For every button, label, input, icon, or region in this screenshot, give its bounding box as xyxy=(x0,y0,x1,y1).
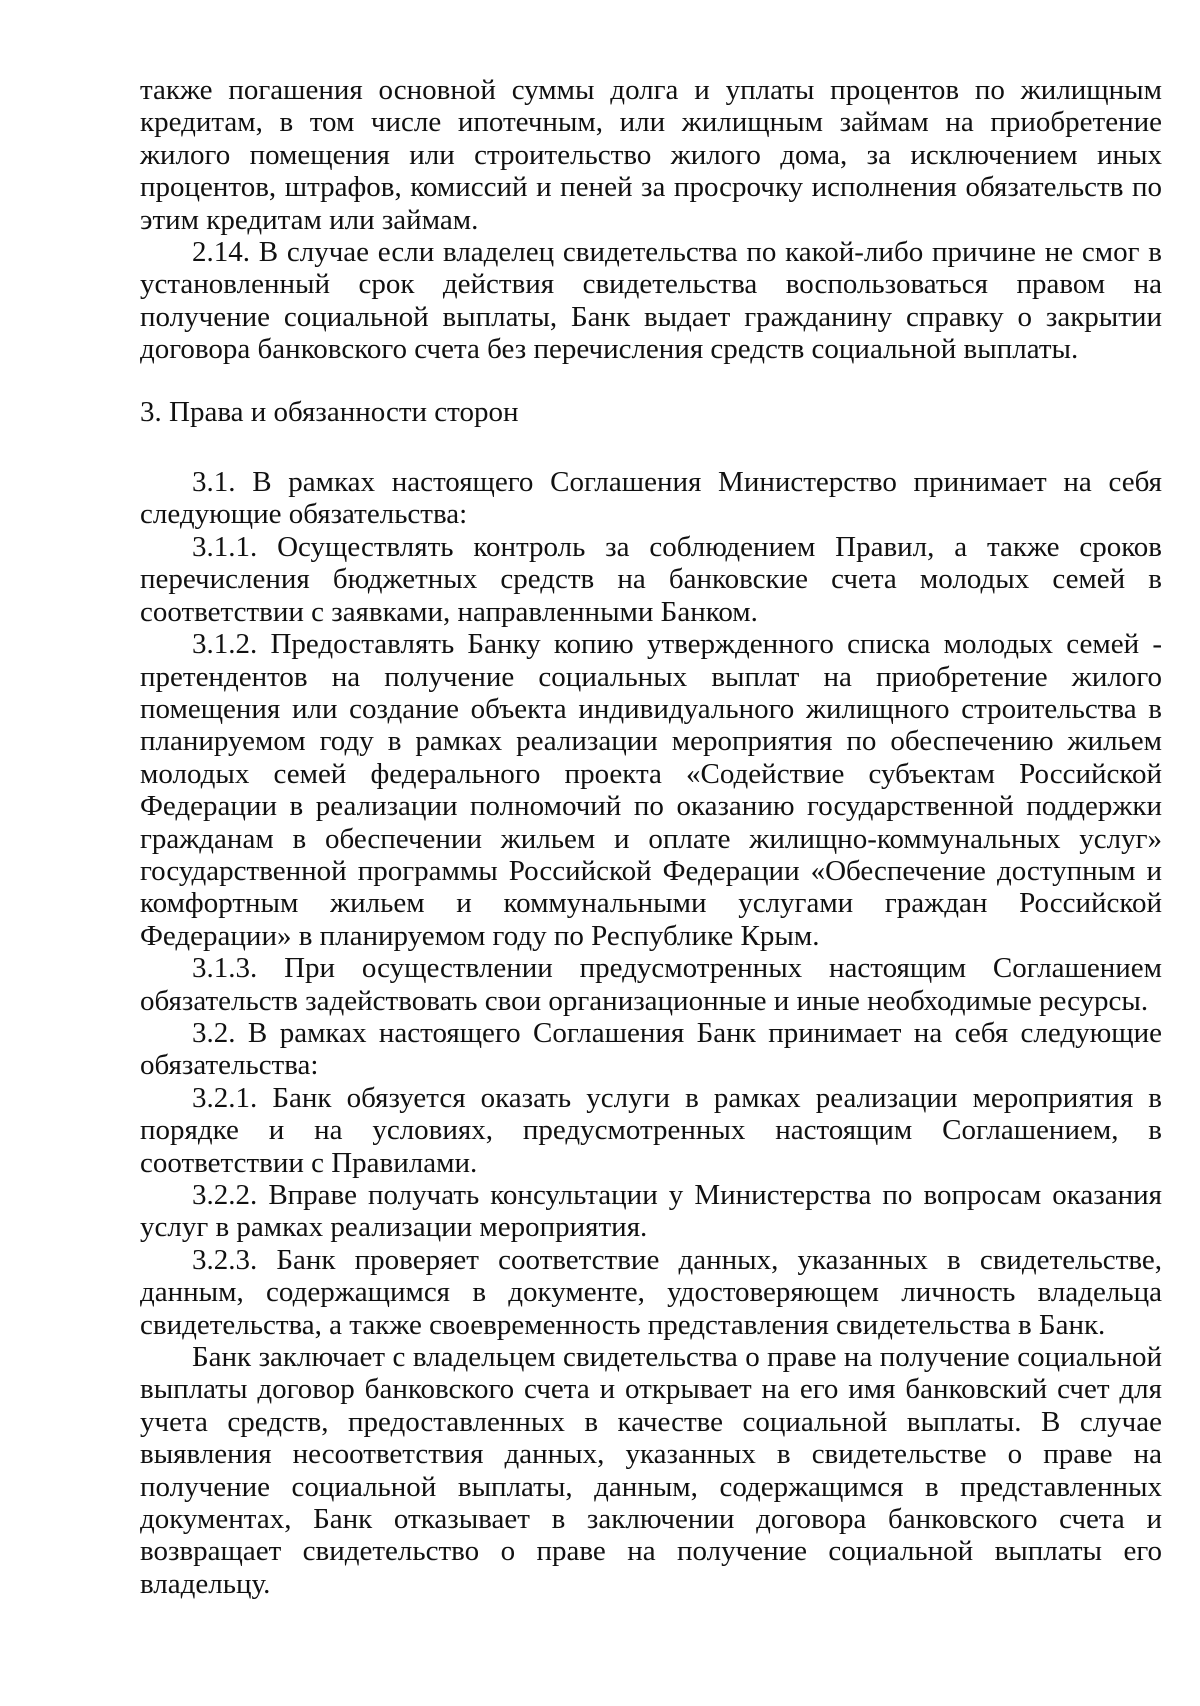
paragraph-3-2-1: 3.2.1. Банк обязуется оказать услуги в рамках реализации мероприятия в порядке и на условиях, предусмотренных настоящим Соглашением, в соответствии с Правилами. xyxy=(140,1081,1162,1179)
paragraph-3-2-2: 3.2.2. Вправе получать консультации у Министерства по вопросам оказания услуг в рамках реализации мероприятия. xyxy=(140,1179,1162,1244)
paragraph-3-2: 3.2. В рамках настоящего Соглашения Банк принимает на себя следующие обязательства: xyxy=(140,1016,1162,1082)
paragraph-3-1-1: 3.1.1. Осуществлять контроль за соблюдением Правил, а также сроков перечисления бюджетных средств на банковские счета молодых семей в соответствии с заявками, направленными Банком. xyxy=(140,530,1162,628)
paragraph-2-14: 2.14. В случае если владелец свидетельства по какой-либо причине не смог в установленный срок действия свидетельства воспользоваться правом на получение социальной выплаты, Банк выдает гражданину справку о закрытии договора банковского счета без перечисления средств социальной выплаты. xyxy=(140,236,1162,366)
section-heading: 3. Права и обязанности сторон xyxy=(140,395,519,428)
paragraph-3-1-2: 3.1.2. Предоставлять Банку копию утвержденного списка молодых семей - претендентов на получение социальных выплат на приобретение жилого помещения или создание объекта индивидуального жилищного строительства в планируемом году в рамках реализации мероприятия по обеспечению жильем молодых семей федерального проекта «Содействие субъектам Российской Федерации в реализации полномочий по оказанию государственной поддержки гражданам в обеспечении жильем и оплате жилищно-коммунальных услуг» государственной программы Российской Федерации «Обеспечение доступным и комфортным жильем и коммунальными услугами граждан Российской Федерации» в планируемом году по Республике Крым. xyxy=(140,628,1162,952)
paragraph-3-1: 3.1. В рамках настоящего Соглашения Министерство принимает на себя следующие обязательства: xyxy=(140,466,1162,531)
paragraph-3-2-3: 3.2.3. Банк проверяет соответствие данных, указанных в свидетельстве, данным, содержащимся в документе, удостоверяющем личность владельца свидетельства, а также своевременность представления свидетельства в Банк. xyxy=(140,1243,1162,1341)
paragraph-3-1-3: 3.1.3. При осуществлении предусмотренных настоящим Соглашением обязательств задействовать свои организационные и иные необходимые ресурсы. xyxy=(140,952,1162,1017)
document-page xyxy=(140,74,1162,1600)
paragraph-continuation: также погашения основной суммы долга и уплаты процентов по жилищным кредитам, в том числе ипотечным, или жилищным займам на приобретение жилого помещения или строительство жилого дома, за исключением иных процентов, штрафов, комиссий и пеней за просрочку исполнения обязательств по этим кредитам или займам. xyxy=(140,74,1162,236)
paragraph-bank-account: Банк заключает с владельцем свидетельства о праве на получение социальной выплаты договор банковского счета и открывает на его имя банковский счет для учета средств, предоставленных в качестве социальной выплаты. В случае выявления несоответствия данных, указанных в свидетельстве о праве на получение социальной выплаты, данным, содержащимся в представленных документах, Банк отказывает в заключении договора банковского счета и возвращает свидетельство о праве на получение социальной выплаты его владельцу. xyxy=(140,1341,1162,1600)
